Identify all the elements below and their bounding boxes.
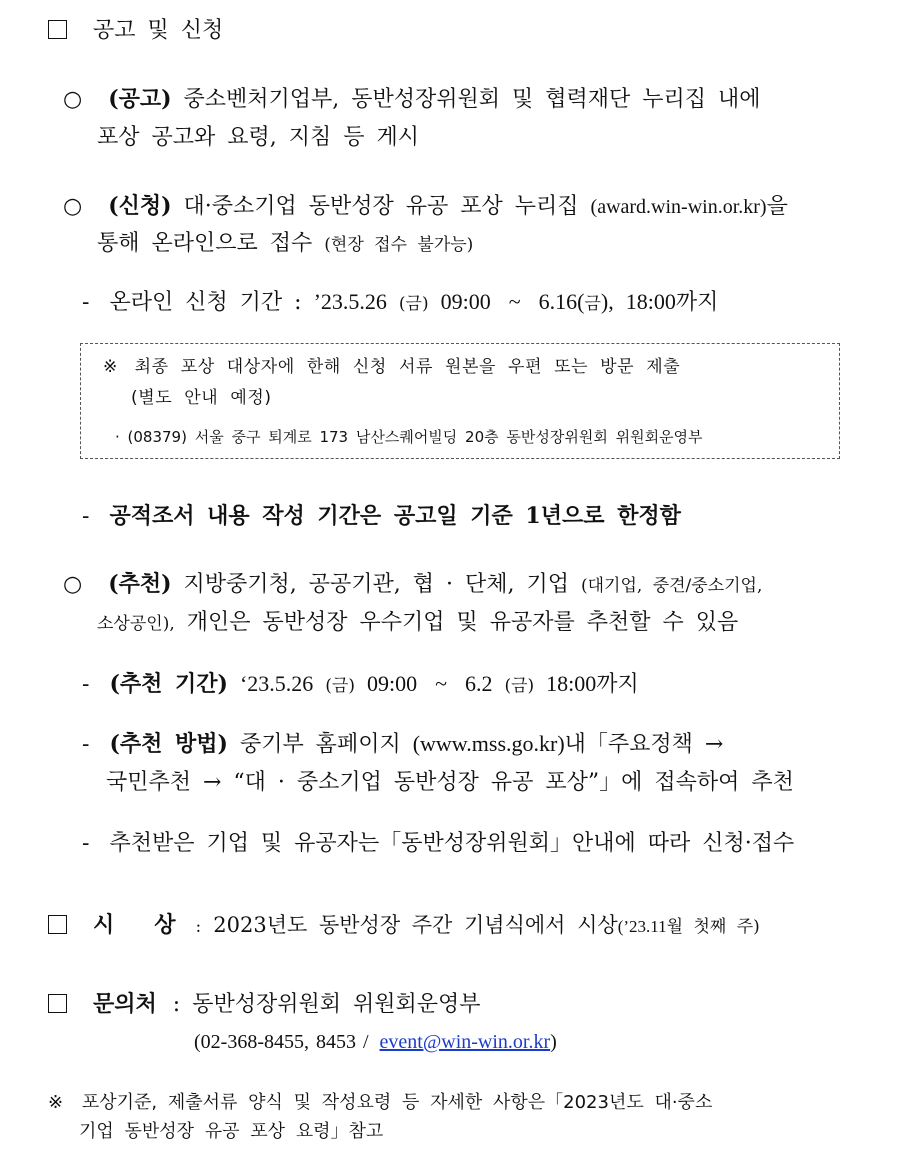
reference-mark-icon: ※ bbox=[48, 1092, 64, 1113]
dash-bullet: - bbox=[82, 672, 90, 697]
footnote-line-2 bbox=[79, 1120, 383, 1144]
rec-apply-line bbox=[82, 830, 794, 858]
apply-url: (award.win-win.or.kr) bbox=[590, 196, 767, 218]
recommend-note-2: 소상공인), bbox=[97, 614, 175, 634]
notice-address bbox=[115, 426, 703, 448]
ceremony-text: 2023년도 동반성장 주간 기념식에서 시상 bbox=[213, 913, 618, 937]
ceremony-note-open: (’23.11 bbox=[617, 917, 667, 936]
record-period-text: 공적조서 내용 작성 기간은 공고일 기준 1년으로 한정함 bbox=[109, 503, 681, 529]
apply-text-2: 통해 온라인으로 접수 bbox=[97, 231, 313, 256]
circle-bullet-icon: ○ bbox=[63, 194, 83, 219]
contact-email-link[interactable]: event@win-win.or.kr bbox=[379, 1031, 551, 1053]
contact-colon: : bbox=[172, 992, 181, 1017]
dash-bullet: - bbox=[82, 504, 90, 529]
apply-tail: 을 bbox=[766, 194, 788, 219]
notice-text-1: 최종 포상 대상자에 한해 신청 서류 원본을 우편 또는 방문 제출 bbox=[134, 357, 681, 377]
online-period-end: 6.16( bbox=[538, 289, 585, 314]
apply-text-1: 대·중소기업 동반성장 유공 포상 누리집 bbox=[183, 194, 579, 219]
apply-line-2 bbox=[97, 230, 473, 259]
online-period-start-time: 09:00 bbox=[440, 289, 491, 314]
recommend-line-2 bbox=[97, 609, 738, 638]
online-period-tilde: ~ bbox=[508, 289, 521, 314]
apply-label: (신청) bbox=[108, 193, 172, 219]
notice-text-2: (별도 안내 예정) bbox=[131, 388, 272, 408]
announce-text-1: 중소벤처기업부, 동반성장위원회 및 협력재단 누리집 내에 bbox=[183, 87, 761, 112]
rec-method-text-1: 중기부 홈페이지 bbox=[239, 732, 401, 757]
footnote-text-2: 기업 동반성장 유공 포상 요령」참고 bbox=[79, 1121, 384, 1142]
contact-phone: (02-368-8455, 8453 / bbox=[194, 1031, 369, 1053]
reference-mark-icon: ※ bbox=[103, 357, 118, 377]
section-apply-title: 공고 및 신청 bbox=[93, 18, 224, 43]
rec-method-line-1 bbox=[82, 730, 723, 759]
online-period-end-time: 18:00까지 bbox=[625, 289, 719, 314]
rec-period-start-time: 09:00 bbox=[366, 671, 418, 696]
notice-line-2 bbox=[131, 386, 272, 410]
footnote-line-1 bbox=[48, 1091, 712, 1115]
announce-label: (공고) bbox=[108, 86, 172, 112]
rec-period-tilde: ~ bbox=[435, 671, 447, 696]
announce-line-2 bbox=[97, 124, 419, 152]
announce-line-1 bbox=[63, 85, 761, 114]
section-apply-heading bbox=[48, 17, 223, 45]
contact-detail-line bbox=[194, 1028, 557, 1056]
rec-method-label: (추천 방법) bbox=[109, 731, 228, 757]
recommend-label: (추천) bbox=[108, 571, 172, 597]
checkbox-square-icon bbox=[48, 20, 67, 39]
contact-close: ) bbox=[550, 1031, 557, 1053]
online-period-end-day: 금 bbox=[584, 294, 601, 314]
rec-apply-text: 추천받은 기업 및 유공자는「동반성장위원회」안내에 따라 신청·접수 bbox=[109, 831, 795, 856]
notice-address-text: · (08379) 서울 중구 퇴계로 173 남산스퀘어빌딩 20층 동반성장위원회 위원회운영부 bbox=[115, 428, 703, 446]
notice-box bbox=[80, 343, 840, 459]
recommend-text-2: 개인은 동반성장 우수기업 및 유공자를 추천할 수 있음 bbox=[186, 610, 739, 635]
announce-text-2: 포상 공고와 요령, 지침 등 게시 bbox=[97, 125, 419, 150]
rec-period-end-time: 18:00까지 bbox=[546, 671, 639, 696]
rec-method-line-2 bbox=[106, 769, 794, 797]
circle-bullet-icon: ○ bbox=[63, 87, 83, 112]
contact-title: 문의처 bbox=[93, 991, 157, 1017]
rec-method-text-2: 국민추천 → “대 · 중소기업 동반성장 유공 포상”」에 접속하여 추천 bbox=[106, 770, 794, 795]
ceremony-title-a: 시 bbox=[93, 912, 115, 938]
online-period-end-close: ), bbox=[600, 289, 614, 314]
recommend-line-1 bbox=[63, 570, 762, 600]
ceremony-line bbox=[48, 911, 760, 941]
ceremony-colon: : bbox=[195, 917, 202, 937]
rec-period-label: (추천 기간) bbox=[109, 671, 228, 697]
checkbox-square-icon bbox=[48, 915, 67, 934]
apply-note: (현장 접수 불가능) bbox=[324, 235, 474, 255]
apply-line-1 bbox=[63, 192, 788, 221]
online-period-label: 온라인 신청 기간 : bbox=[109, 290, 302, 315]
online-period-start: ’23.5.26 bbox=[313, 289, 387, 314]
rec-period-line bbox=[82, 670, 639, 700]
online-period-line bbox=[82, 288, 718, 318]
recommend-text-1: 지방중기청, 공공기관, 협 · 단체, 기업 bbox=[183, 572, 569, 597]
dash-bullet: - bbox=[82, 732, 90, 757]
recommend-note-1: (대기업, 중견/중소기업, bbox=[581, 576, 763, 596]
ceremony-note-text: 월 첫째 주) bbox=[666, 917, 760, 937]
rec-period-end-day: (금) bbox=[504, 676, 535, 696]
rec-period-end: 6.2 bbox=[464, 671, 493, 696]
ceremony-title-b: 상 bbox=[154, 912, 176, 938]
dash-bullet: - bbox=[82, 831, 90, 856]
rec-period-start-day: (금) bbox=[325, 676, 355, 696]
contact-org: 동반성장위원회 위원회운영부 bbox=[192, 992, 481, 1017]
circle-bullet-icon: ○ bbox=[63, 572, 83, 597]
rec-method-url: (www.mss.go.kr) bbox=[412, 731, 565, 756]
record-period-line bbox=[82, 502, 681, 531]
notice-line-1 bbox=[103, 355, 680, 379]
online-period-start-day: (금) bbox=[398, 294, 429, 314]
dash-bullet: - bbox=[82, 290, 90, 315]
footnote-text-1: 포상기준, 제출서류 양식 및 작성요령 등 자세한 사항은「2023년도 대·중소 bbox=[81, 1092, 713, 1113]
rec-period-start: ‘23.5.26 bbox=[239, 671, 314, 696]
contact-line bbox=[48, 990, 480, 1019]
rec-method-tail: 내「주요정책 → bbox=[564, 732, 724, 757]
checkbox-square-icon bbox=[48, 994, 67, 1013]
